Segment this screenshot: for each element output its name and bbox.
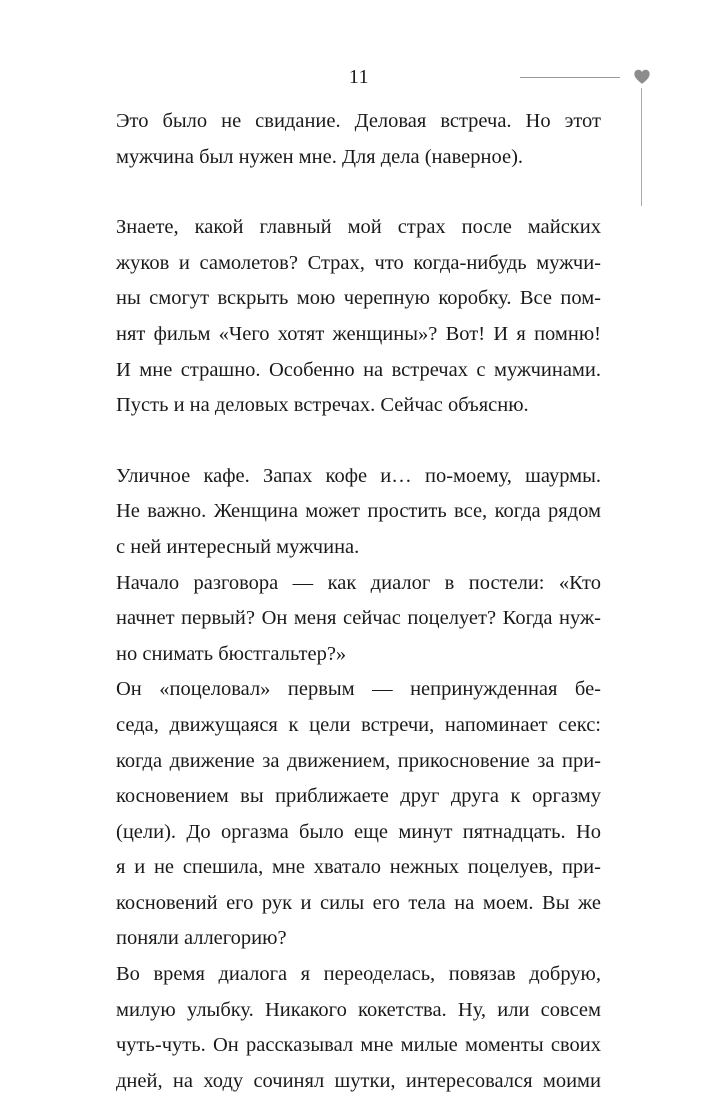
paragraph: [116, 957, 601, 1099]
heart-icon: [633, 68, 651, 86]
text-line: когда движение за движением, прикосновение за при-: [116, 749, 601, 772]
text-line: начнет первый? Он меня сейчас поцелует? Когда нуж-: [116, 607, 601, 630]
text-line: ны смогут вскрыть мою черепную коробку. Все пом-: [116, 287, 601, 310]
text-line: мужчина был нужен мне. Для дела (наверное).: [116, 145, 524, 168]
page-number: 11: [348, 66, 370, 88]
text-line: но снимать бюстгальтер?»: [116, 642, 347, 665]
text-line: Во время диалога я переоделась, повязав добрую,: [116, 963, 601, 986]
text-line: Он «поцеловал» первым — непринужденная бе-: [116, 678, 601, 701]
text-line: седа, движущаяся к цели встречи, напоминает секс:: [116, 713, 601, 736]
text-line: нят фильм «Чего хотят женщины»? Вот! И я помню!: [116, 322, 601, 345]
text-line: Пусть и на деловых встречах. Сейчас объясню.: [116, 394, 529, 417]
text-line: Уличное кафе. Запах кофе и… по-моему, шаурмы.: [116, 464, 601, 487]
text-line: я и не спешила, мне хватало нежных поцелуев, при-: [116, 856, 601, 879]
text-line: Начало разговора — как диалог в постели: «Кто: [116, 571, 601, 594]
paragraph: [116, 104, 601, 175]
body-text: [116, 104, 601, 1099]
text-line: Это было не свидание. Деловая встреча. Но этот: [116, 110, 601, 132]
paragraph: [116, 672, 601, 957]
text-line: милую улыбку. Никакого кокетства. Ну, или совсем: [116, 998, 601, 1021]
text-line: Знаете, какой главный мой страх после майских: [116, 216, 601, 239]
text-line: косновением вы приближаете друг друга к оргазму: [116, 785, 601, 808]
text-line: Не важно. Женщина может простить все, когда рядом: [116, 500, 601, 523]
text-line: дней, на ходу сочинял шутки, интересовался моими: [116, 1069, 601, 1092]
text-line: (цели). До оргазма было еще минут пятнадцать. Но: [116, 820, 601, 843]
paragraph-gap: [116, 175, 601, 210]
text-line: косновений его рук и силы его тела на моем. Вы же: [116, 891, 601, 914]
paragraph: [116, 210, 601, 424]
header-rule: [520, 77, 620, 78]
text-line: И мне страшно. Особенно на встречах с мужчинами.: [116, 358, 601, 381]
text-line: с ней интересный мужчина.: [116, 535, 360, 558]
paragraph: [116, 459, 601, 566]
text-line: жуков и самолетов? Страх, что когда-нибудь мужчи-: [116, 251, 601, 274]
text-line: чуть-чуть. Он рассказывал мне милые моменты своих: [116, 1034, 601, 1057]
paragraph-gap: [116, 424, 601, 459]
paragraph: [116, 566, 601, 673]
text-line: поняли аллегорию?: [116, 927, 287, 950]
side-rule: [641, 88, 642, 206]
